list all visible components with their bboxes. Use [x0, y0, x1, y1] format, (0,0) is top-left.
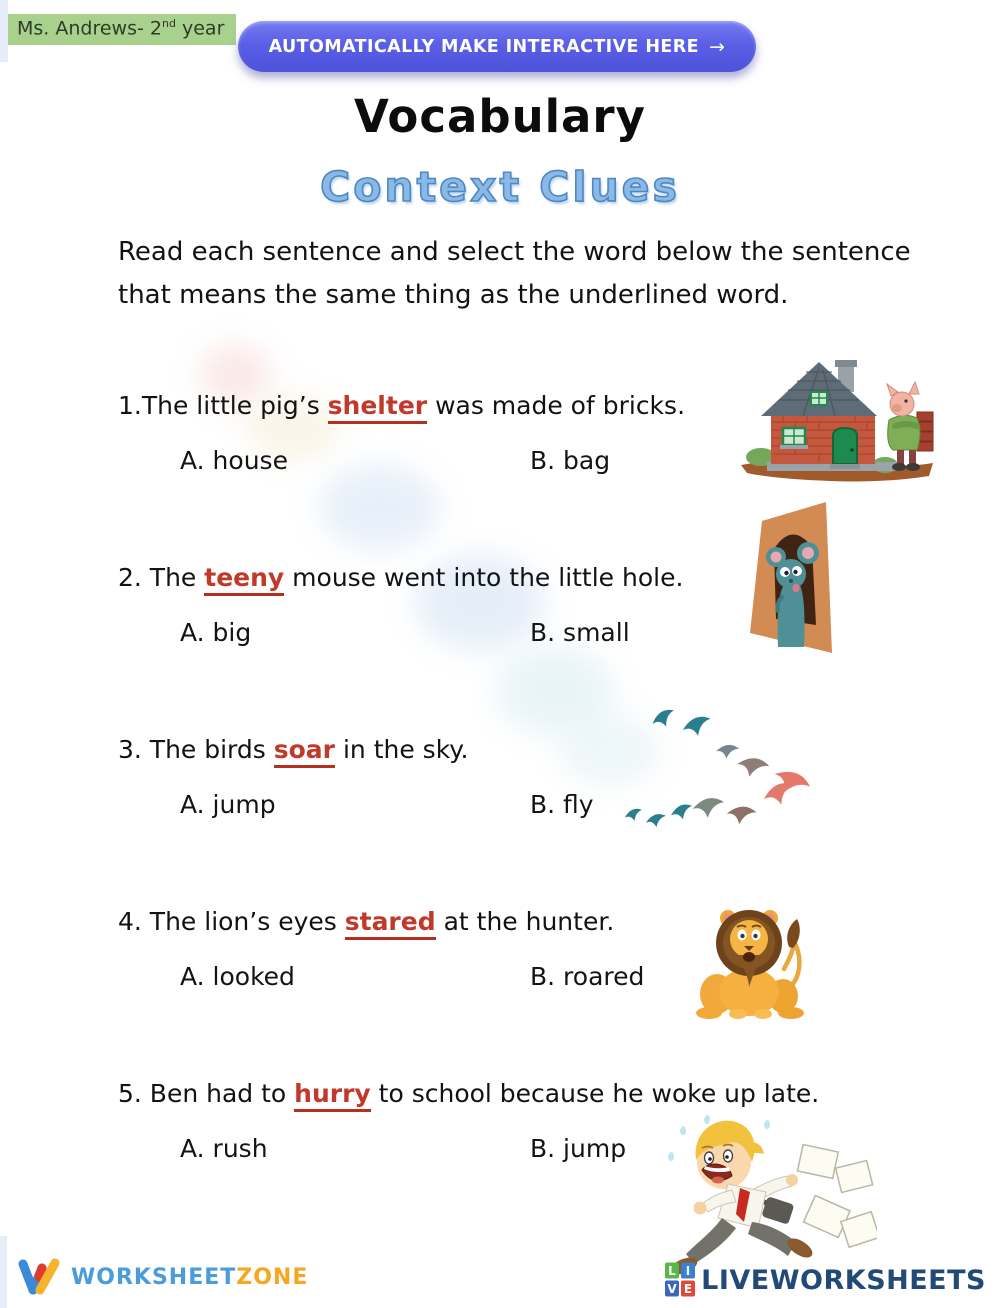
worksheetzone-text-worksheet: WORKSHEET — [71, 1264, 237, 1290]
teacher-label-text: year — [175, 17, 225, 40]
option-b[interactable]: B. bag — [530, 446, 611, 475]
sentence-text: at the hunter. — [435, 907, 615, 936]
option-a[interactable]: A. jump — [180, 790, 276, 819]
instructions-line: Read each sentence and select the word below the sentence — [118, 237, 911, 267]
grid-letter-e: E — [684, 1282, 693, 1296]
teacher-label-text: Ms. Andrews- 2 — [17, 17, 162, 40]
make-interactive-button-label: AUTOMATICALLY MAKE INTERACTIVE HERE — [268, 36, 700, 57]
page-subtitle: Context Clues — [320, 163, 680, 211]
mouse-hole-illustration — [738, 497, 838, 665]
option-a[interactable]: A. house — [180, 446, 288, 475]
underlined-keyword: stared — [345, 907, 436, 940]
teacher-label-superscript: nd — [161, 17, 176, 30]
pig-house-illustration — [735, 352, 940, 490]
option-b[interactable]: B. roared — [530, 962, 645, 991]
underlined-keyword: soar — [274, 735, 335, 768]
grid-letter-l: L — [668, 1264, 676, 1278]
underlined-keyword: hurry — [294, 1079, 371, 1112]
underlined-keyword: shelter — [328, 391, 427, 424]
sentence-text: in the sky. — [335, 735, 469, 764]
flying-birds-illustration — [612, 698, 870, 856]
grid-letter-i: I — [685, 1264, 691, 1278]
lion-illustration — [693, 891, 811, 1019]
sentence-text: 3. The birds — [118, 735, 274, 764]
worksheetzone-wordmark — [71, 1265, 308, 1290]
option-a[interactable]: A. looked — [180, 962, 295, 991]
liveworksheets-wordmark: LIVEWORKSHEETS — [701, 1264, 986, 1296]
scan-edge-tint — [0, 0, 8, 62]
option-a[interactable]: A. rush — [180, 1134, 268, 1163]
sentence-text: 2. The — [118, 563, 205, 592]
worksheetzone-text-zone: ZONE — [236, 1264, 309, 1290]
scan-edge-tint — [0, 1236, 7, 1308]
sentence-text: mouse went into the little hole. — [284, 563, 684, 592]
instructions-line: that means the same thing as the underlined word. — [118, 280, 789, 311]
option-b[interactable]: B. fly — [530, 790, 594, 819]
worksheetzone-logo[interactable] — [16, 1256, 308, 1298]
liveworksheets-grid-icon — [665, 1262, 696, 1298]
sentence-text: 4. The lion’s eyes — [118, 907, 345, 936]
worksheetzone-w-icon — [16, 1256, 62, 1298]
sentence-text: 5. Ben had to — [118, 1079, 295, 1108]
underlined-keyword: teeny — [204, 563, 284, 596]
option-a[interactable]: A. big — [180, 618, 252, 647]
sentence-text: was made of bricks. — [427, 391, 686, 420]
make-interactive-button[interactable] — [238, 21, 756, 72]
arrow-right-icon: → — [709, 35, 726, 58]
liveworksheets-logo[interactable] — [665, 1262, 986, 1298]
option-b[interactable]: B. jump — [530, 1134, 627, 1163]
grid-letter-v: V — [667, 1282, 677, 1296]
sentence-text: to school because he woke up late. — [370, 1079, 820, 1108]
instructions — [118, 231, 968, 318]
option-b[interactable]: B. small — [530, 618, 630, 647]
page-title: Vocabulary — [354, 90, 646, 143]
question-5-sentence — [118, 1076, 898, 1112]
teacher-label — [8, 14, 236, 45]
sentence-text: 1.The little pig’s — [118, 391, 328, 420]
